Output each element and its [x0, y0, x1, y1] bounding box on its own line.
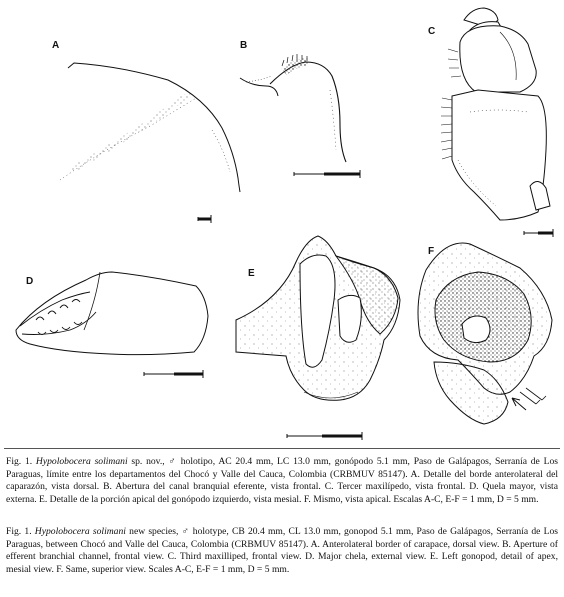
- panel-b-drawing: [240, 54, 346, 162]
- panel-d-drawing: [16, 272, 208, 355]
- caption-es-species: Hypolobocera solimani: [35, 456, 128, 467]
- panel-a-scale-bar: [198, 215, 211, 223]
- panel-b-scale-bar: [294, 170, 360, 178]
- panel-f-arrow-icon: [512, 398, 526, 410]
- caption-es-lead: Fig. 1.: [6, 456, 33, 467]
- caption-es-text: sp. nov., ♂ holotipo, AC 20.4 mm, LC 13.0 mm, gonópodo 5.1 mm, Paso de Galápagos, Serranía de Los Paraguas, límite entre los departamentos del Chocó y Valle del Cauca, Colombia (CRBMUV 85147). A. Detalle del borde anterolateral del caparazón, vista dorsal. B. Abertura del canal branquial eferente, vista frontal. C. Tercer maxilípedo, vista frontal. D. Quela mayor, vista externa. E. Detalle de la porción apical del gonópodo izquierdo, vista mesial. F. Mismo, vista apical. Escalas A-C, E-F = 1 mm, D = 5 mm.: [6, 456, 558, 505]
- caption-spanish: [6, 456, 558, 506]
- panel-label-f: F: [428, 246, 435, 257]
- caption-en-text: new species, ♂ holotype, CB 20.4 mm, CL 13.0 mm, gonopod 5.1 mm, Paso de Galápagos, Serranía de Los Paraguas, between Chocó and Valle del Cauca, Colombia (CRBMUV 85147). A. Anterolateral border of carapace, dorsal view. B. Aperture of efferent branchial channel, frontal view. C. Third maxilliped, frontal view. D. Major chela, external view. E. Left gonopod, detail of apex, mesial view. F. Same, superior view. Scales A-C, E-F = 1 mm, D = 5 mm.: [6, 526, 558, 575]
- caption-en-lead: Fig. 1.: [6, 526, 32, 537]
- caption-en-species: Hypolobocera solimani: [34, 526, 126, 537]
- caption-top-rule: [4, 448, 560, 449]
- panel-label-a: A: [52, 40, 60, 51]
- panel-c-drawing: [441, 8, 550, 220]
- panel-e-drawing: [236, 236, 400, 400]
- panel-c-scale-bar: [524, 229, 553, 237]
- caption-english: [6, 526, 558, 576]
- panel-e-scale-bar: [287, 432, 362, 440]
- panel-a-drawing: [60, 63, 240, 192]
- panel-label-c: C: [428, 26, 436, 37]
- panel-label-e: E: [248, 268, 255, 279]
- panel-label-d: D: [26, 276, 34, 287]
- panel-label-b: B: [240, 40, 248, 51]
- panel-f-drawing: [418, 243, 552, 424]
- panel-d-scale-bar: [144, 370, 203, 378]
